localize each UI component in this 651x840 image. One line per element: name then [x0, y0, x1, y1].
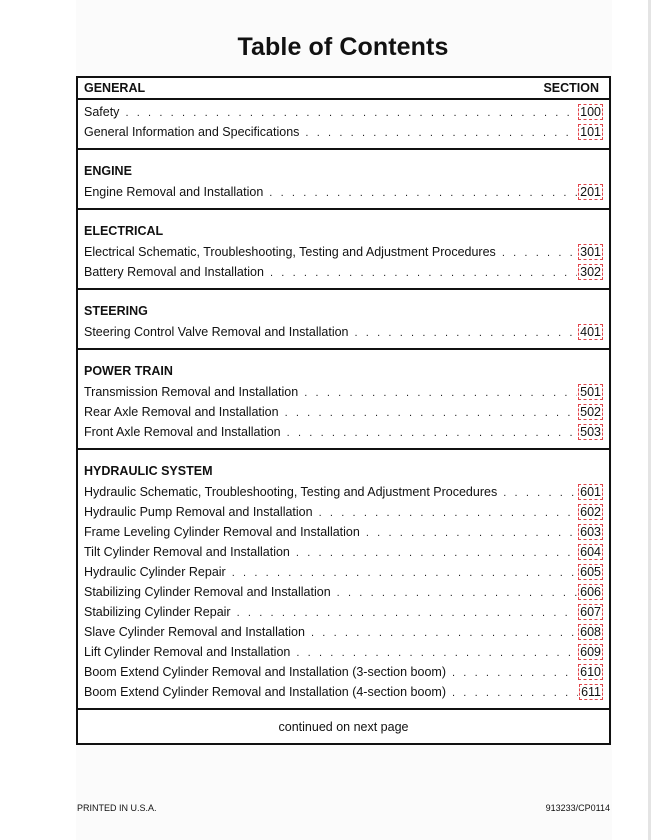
footer-document-code: 913233/CP0114 [545, 803, 610, 813]
toc-entry-label: Electrical Schematic, Troubleshooting, Testing and Adjustment Procedures [84, 245, 496, 259]
section-number-link[interactable]: 101 [580, 125, 601, 139]
toc-table [76, 76, 611, 745]
toc-entry[interactable] [84, 584, 603, 600]
toc-entry[interactable] [84, 404, 603, 420]
toc-entry-label: Tilt Cylinder Removal and Installation [84, 545, 290, 559]
dot-leader [503, 487, 577, 499]
section-number-link[interactable]: 100 [580, 105, 601, 119]
toc-entry-label: Steering Control Valve Removal and Installation [84, 325, 349, 339]
toc-entry[interactable] [84, 664, 603, 680]
toc-entry-label: Frame Leveling Cylinder Removal and Installation [84, 525, 360, 539]
dot-leader [125, 107, 577, 119]
toc-entry-label: Hydraulic Schematic, Troubleshooting, Testing and Adjustment Procedures [84, 485, 498, 499]
section-number-link[interactable]: 501 [580, 385, 601, 399]
dot-leader [452, 687, 578, 699]
section-number-link[interactable]: 604 [580, 545, 601, 559]
toc-entry-label: Stabilizing Cylinder Removal and Installation [84, 585, 331, 599]
dot-leader [296, 647, 577, 659]
dot-leader [366, 527, 577, 539]
toc-entry[interactable] [84, 484, 603, 500]
toc-entry-label: Battery Removal and Installation [84, 265, 264, 279]
dot-leader [232, 567, 577, 579]
footer-printed-note: PRINTED IN U.S.A. [77, 803, 157, 813]
section-heading: POWER TRAIN [84, 364, 173, 378]
dot-leader [296, 547, 577, 559]
section-number-link[interactable]: 301 [580, 245, 601, 259]
general-heading: GENERAL [84, 81, 146, 95]
toc-entry[interactable] [84, 684, 603, 700]
section-power-train [78, 350, 609, 450]
toc-entry[interactable] [84, 524, 603, 540]
toc-entry[interactable] [84, 244, 603, 260]
section-general [78, 100, 609, 150]
page-title: Table of Contents [237, 33, 449, 61]
dot-leader [311, 627, 577, 639]
toc-header-row [78, 78, 609, 100]
toc-entry[interactable] [84, 624, 603, 640]
section-number-link[interactable]: 603 [580, 525, 601, 539]
section-number-link[interactable]: 610 [580, 665, 601, 679]
dot-leader [305, 127, 577, 139]
dot-leader [337, 587, 577, 599]
section-number-link[interactable]: 605 [580, 565, 601, 579]
toc-entry[interactable] [84, 644, 603, 660]
section-heading: HYDRAULIC SYSTEM [84, 464, 213, 478]
toc-entry[interactable] [84, 544, 603, 560]
section-heading: STEERING [84, 304, 148, 318]
dot-leader [285, 407, 578, 419]
toc-entry[interactable] [84, 264, 603, 280]
section-number-link[interactable]: 201 [580, 185, 601, 199]
toc-entry-label: Boom Extend Cylinder Removal and Installation (4-section boom) [84, 685, 446, 699]
toc-entry-label: Stabilizing Cylinder Repair [84, 605, 231, 619]
section-electrical [78, 210, 609, 290]
section-number-link[interactable]: 502 [580, 405, 601, 419]
section-number-link[interactable]: 601 [580, 485, 601, 499]
dot-leader [237, 607, 578, 619]
toc-entry[interactable] [84, 104, 603, 120]
toc-entry[interactable] [84, 184, 603, 200]
toc-entry-label: Front Axle Removal and Installation [84, 425, 281, 439]
section-number-link[interactable]: 302 [580, 265, 601, 279]
section-column-heading: SECTION [543, 81, 599, 95]
toc-entry-label: Hydraulic Cylinder Repair [84, 565, 226, 579]
section-heading: ELECTRICAL [84, 224, 164, 238]
section-number-link[interactable]: 609 [580, 645, 601, 659]
toc-entry[interactable] [84, 504, 603, 520]
section-number-link[interactable]: 608 [580, 625, 601, 639]
toc-entry[interactable] [84, 564, 603, 580]
toc-entry-label: Lift Cylinder Removal and Installation [84, 645, 291, 659]
section-heading: ENGINE [84, 164, 132, 178]
dot-leader [304, 387, 577, 399]
toc-entry[interactable] [84, 384, 603, 400]
toc-entry[interactable] [84, 124, 603, 140]
toc-entry[interactable] [84, 424, 603, 440]
toc-entry[interactable] [84, 604, 603, 620]
section-number-link[interactable]: 606 [580, 585, 601, 599]
toc-entry[interactable] [84, 324, 603, 340]
dot-leader [502, 247, 577, 259]
section-number-link[interactable]: 401 [580, 325, 601, 339]
section-number-link[interactable]: 611 [581, 685, 601, 699]
section-number-link[interactable]: 503 [580, 425, 601, 439]
toc-entry-label: Safety [84, 105, 120, 119]
dot-leader [452, 667, 577, 679]
dot-leader [270, 267, 577, 279]
dot-leader [355, 327, 578, 339]
dot-leader [269, 187, 577, 199]
toc-entry-label: Transmission Removal and Installation [84, 385, 299, 399]
dot-leader [319, 507, 578, 519]
section-number-link[interactable]: 602 [580, 505, 601, 519]
section-engine [78, 150, 609, 210]
toc-entry-label: Slave Cylinder Removal and Installation [84, 625, 305, 639]
section-number-link[interactable]: 607 [580, 605, 601, 619]
continued-note: continued on next page [278, 720, 409, 734]
toc-entry-label: Boom Extend Cylinder Removal and Installation (3-section boom) [84, 665, 446, 679]
dot-leader [287, 427, 578, 439]
toc-entry-label: Rear Axle Removal and Installation [84, 405, 279, 419]
toc-entry-label: Hydraulic Pump Removal and Installation [84, 505, 313, 519]
toc-entry-label: Engine Removal and Installation [84, 185, 264, 199]
toc-entry-label: General Information and Specifications [84, 125, 300, 139]
section-hydraulic-system [78, 450, 609, 710]
section-steering [78, 290, 609, 350]
